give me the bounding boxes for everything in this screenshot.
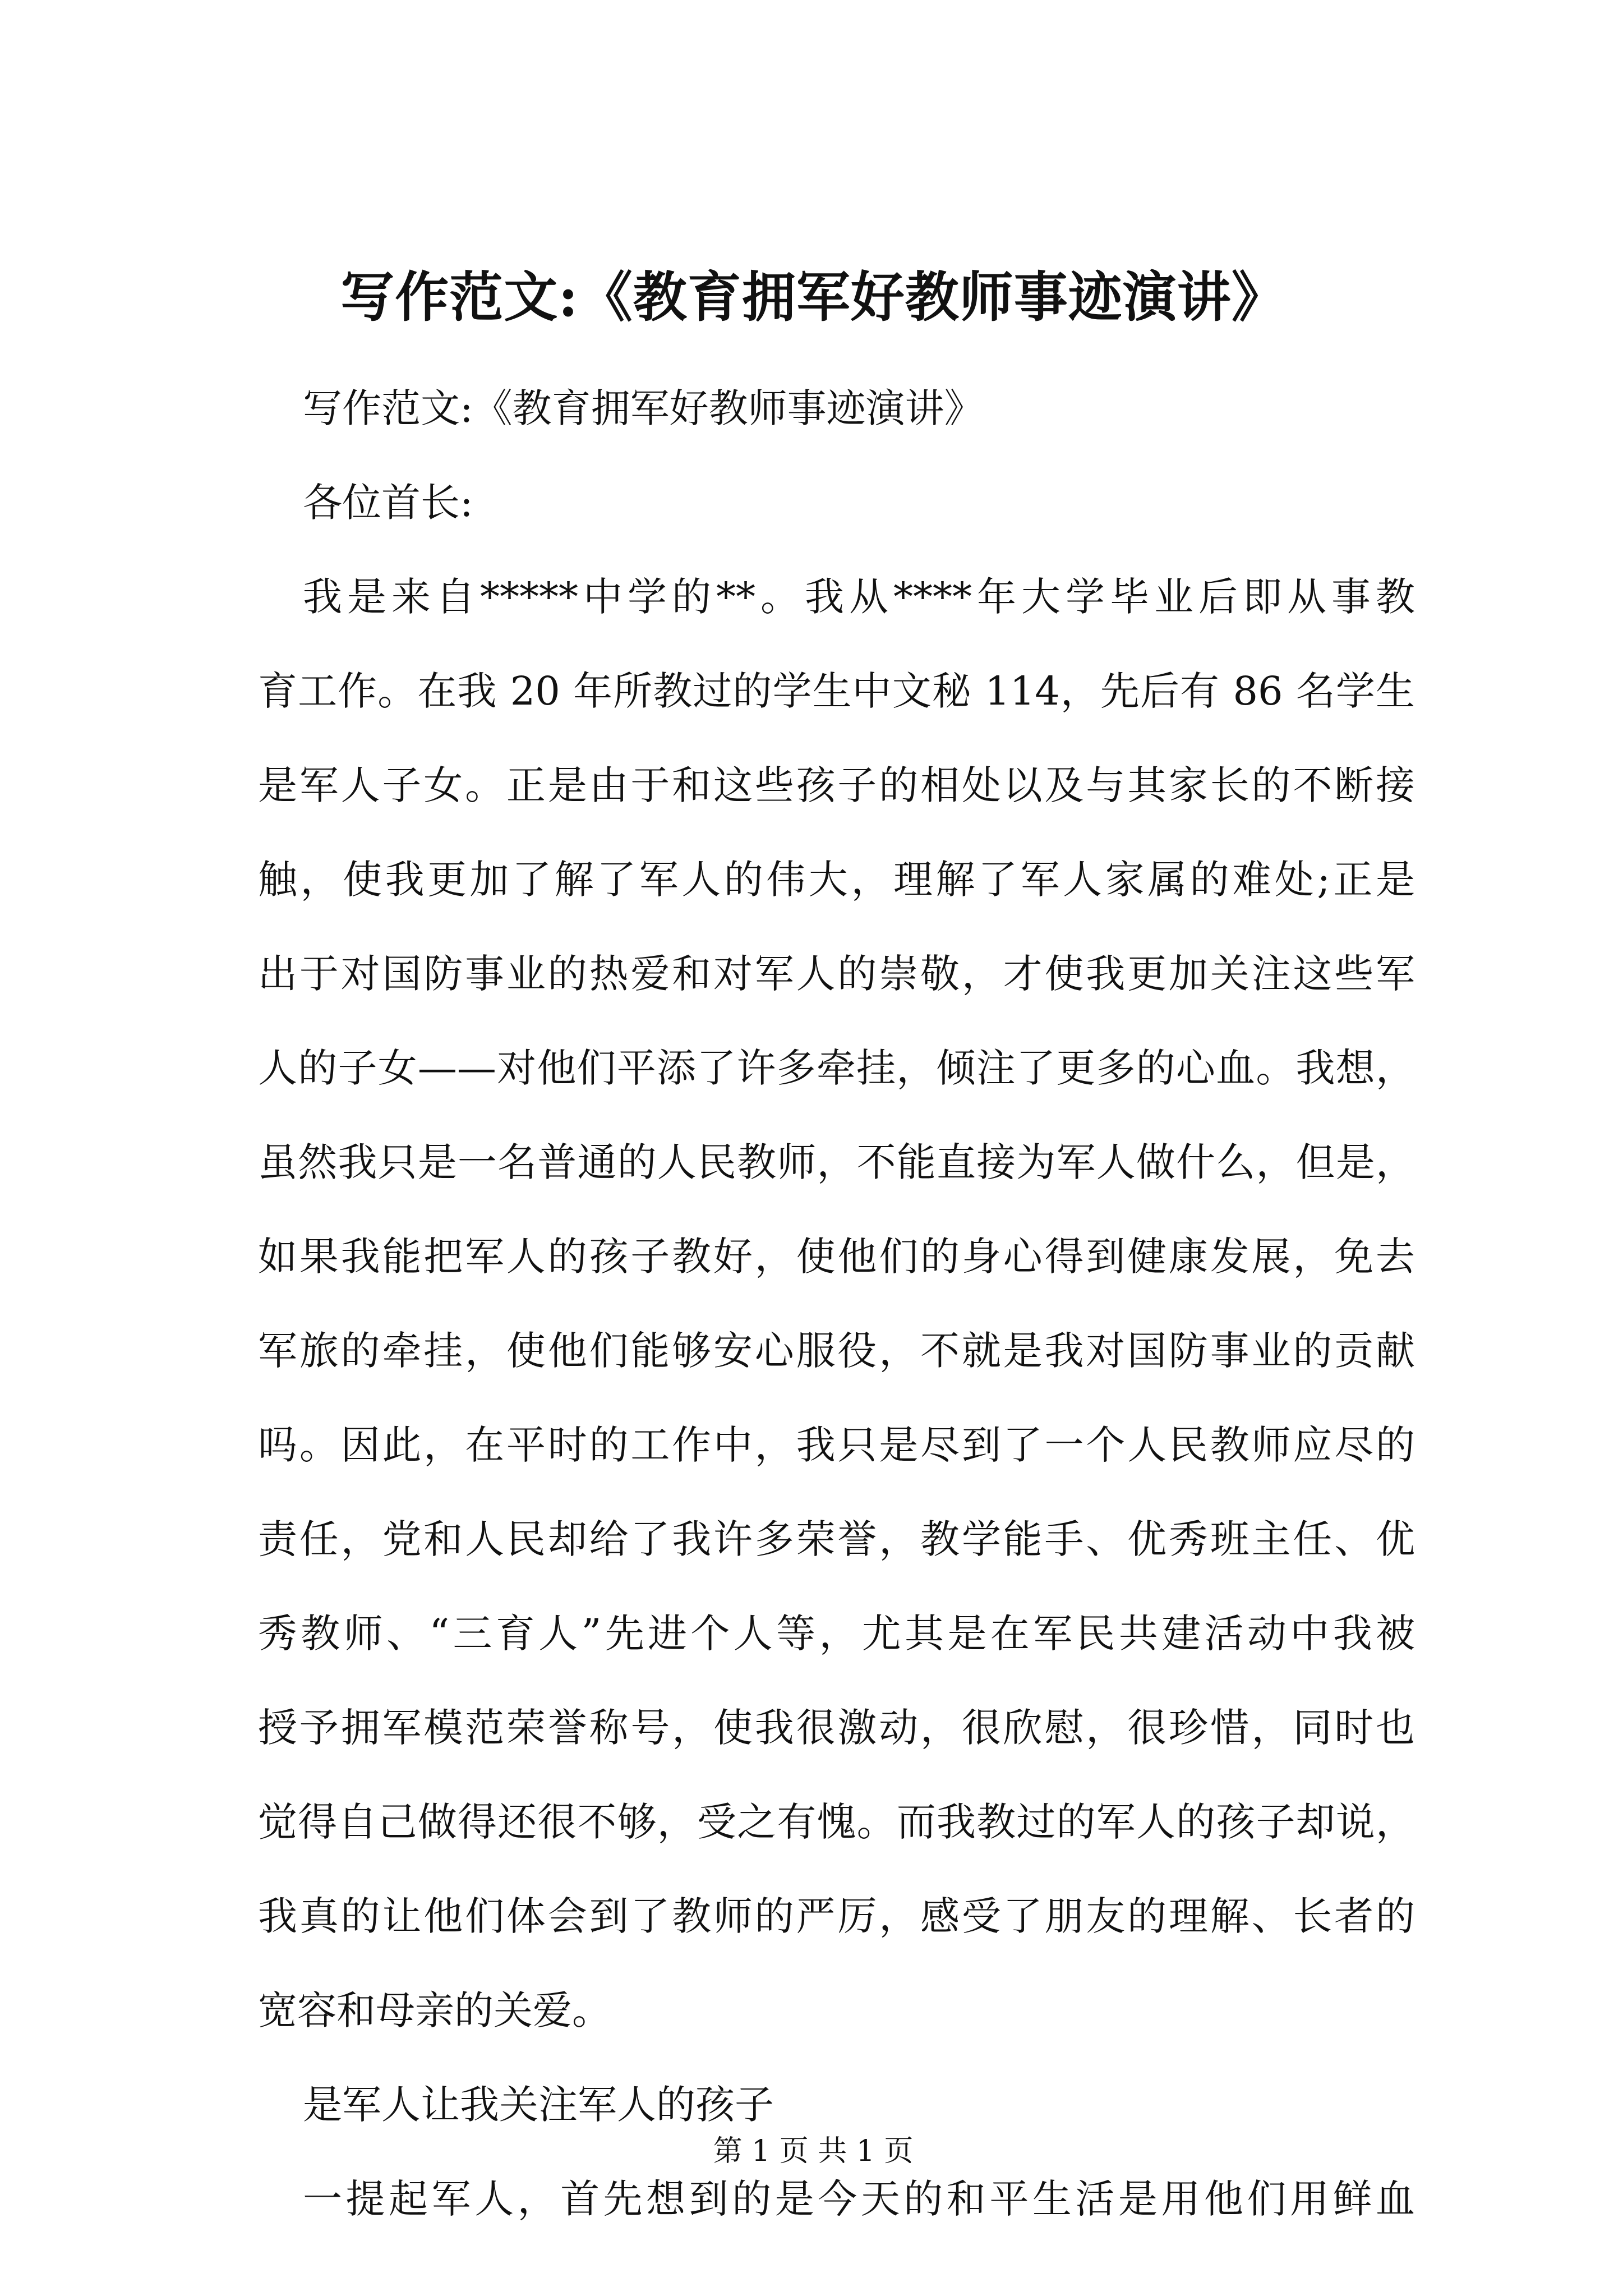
text-line: 如果我能把军人的孩子教好，使他们的身心得到健康发展，免去 <box>258 1234 1415 1280</box>
text-line: 一提起军人，首先想到的是今天的和平生活是用他们用鲜血 <box>303 2176 1415 2222</box>
text-line: 军旅的牵挂，使他们能够安心服役，不就是我对国防事业的贡献 <box>258 1328 1415 1374</box>
text-line: 人的子女——对他们平添了许多牵挂，倾注了更多的心血。我想， <box>258 1045 1415 1091</box>
text-line: 出于对国防事业的热爱和对军人的崇敬，才使我更加关注这些军 <box>258 951 1415 997</box>
text-line: 秀教师、“三育人”先进个人等，尤其是在军民共建活动中我被 <box>258 1611 1415 1657</box>
text-line: 育工作。在我 20 年所教过的学生中文秘 114，先后有 86 名学生 <box>258 668 1415 714</box>
text-line: 责任，党和人民却给了我许多荣誉，教学能手、优秀班主任、优 <box>258 1516 1415 1562</box>
paragraph <box>303 361 1415 455</box>
document-body <box>258 361 1415 2246</box>
text-line: 宽容和母亲的关爱。 <box>258 1987 611 2033</box>
paragraph <box>258 550 1415 2058</box>
page-footer: 第 1 页 共 1 页 <box>713 2134 914 2168</box>
text-line: 我真的让他们体会到了教师的严厉，感受了朋友的理解、长者的 <box>258 1893 1415 1939</box>
paragraph <box>303 455 1415 550</box>
text-line: 觉得自己做得还很不够，受之有愧。而我教过的军人的孩子却说， <box>258 1799 1415 1845</box>
text-line: 授予拥军模范荣誉称号，使我很激动，很欣慰，很珍惜，同时也 <box>258 1705 1415 1751</box>
text-line: 触，使我更加了解了军人的伟大，理解了军人家属的难处;正是 <box>258 857 1415 903</box>
text-line: 是军人让我关注军人的孩子 <box>303 2082 774 2128</box>
text-line: 虽然我只是一名普通的人民教师，不能直接为军人做什么，但是， <box>258 1139 1415 1185</box>
text-line: 是军人子女。正是由于和这些孩子的相处以及与其家长的不断接 <box>258 762 1415 808</box>
document-title: 写作范文:《教育拥军好教师事迹演讲》 <box>340 265 1286 329</box>
text-line: 吗。因此，在平时的工作中，我只是尽到了一个人民教师应尽的 <box>258 1422 1415 1468</box>
text-line: 我是来自*****中学的**。我从****年大学毕业后即从事教 <box>303 574 1415 620</box>
text-line: 写作范文:《教育拥军好教师事迹演讲》 <box>303 385 984 431</box>
text-line: 各位首长: <box>303 480 473 526</box>
